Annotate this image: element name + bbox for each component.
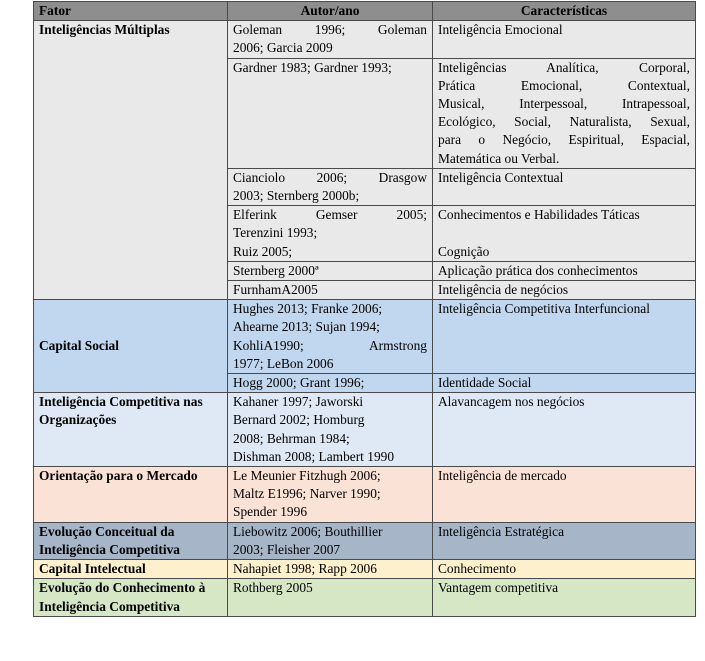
- header-fator: Fator: [34, 2, 228, 21]
- fator-cell: Evolução Conceitual da Inteligência Competitiva: [34, 522, 228, 559]
- caracteristica-cell: Inteligência Emocional: [433, 21, 696, 58]
- caracteristica-cell: Alavancagem nos negócios: [433, 393, 696, 467]
- caracteristica-cell: Conhecimento: [433, 560, 696, 579]
- caracteristica-cell: Identidade Social: [433, 374, 696, 393]
- caracteristica-cell: Inteligência de mercado: [433, 467, 696, 523]
- caracteristica-cell: Inteligência Contextual: [433, 168, 696, 205]
- autor-cell: Hughes 2013; Franke 2006; Ahearne 2013; Sujan 1994; KohliA1990; Armstrong 1977; LeBon 2006: [228, 300, 433, 374]
- caracteristica-cell: Inteligência de negócios: [433, 281, 696, 300]
- autor-cell: Cianciolo 2006; Drasgow 2003; Sternberg 2000b;: [228, 168, 433, 205]
- autor-cell: Sternberg 2000ª: [228, 261, 433, 280]
- autor-cell: Nahapiet 1998; Rapp 2006: [228, 560, 433, 579]
- autor-cell: Kahaner 1997; Jaworski Bernard 2002; Homburg 2008; Behrman 1984; Dishman 2008; Lambert 1990: [228, 393, 433, 467]
- table-container: [33, 1, 696, 617]
- header-row: [34, 2, 696, 21]
- autor-cell: Gardner 1983; Gardner 1993;: [228, 58, 433, 168]
- table-row: [34, 393, 696, 467]
- factors-table: [33, 1, 696, 617]
- autor-cell: Rothberg 2005: [228, 579, 433, 616]
- autor-cell: Liebowitz 2006; Bouthillier 2003; Fleisher 2007: [228, 522, 433, 559]
- fator-cell: Inteligências Múltiplas: [34, 21, 228, 300]
- caracteristica-cell: Vantagem competitiva: [433, 579, 696, 616]
- autor-cell: Le Meunier Fitzhugh 2006; Maltz E1996; Narver 1990; Spender 1996: [228, 467, 433, 523]
- table-row: [34, 522, 696, 559]
- autor-cell: FurnhamA2005: [228, 281, 433, 300]
- header-caracteristicas: Características: [433, 2, 696, 21]
- table-row: [34, 300, 696, 374]
- autor-cell: Hogg 2000; Grant 1996;: [228, 374, 433, 393]
- caracteristica-cell: Conhecimentos e Habilidades Táticas Cognição: [433, 206, 696, 262]
- fator-cell: Capital Social: [34, 300, 228, 393]
- caracteristica-cell: Inteligência Competitiva Interfuncional: [433, 300, 696, 374]
- table-row: [34, 560, 696, 579]
- table-row: [34, 467, 696, 523]
- autor-cell: Elferink Gemser 2005; Terenzini 1993; Ruiz 2005;: [228, 206, 433, 262]
- header-autor: Autor/ano: [228, 2, 433, 21]
- autor-cell: Goleman 1996; Goleman 2006; Garcia 2009: [228, 21, 433, 58]
- table-row: [34, 21, 696, 58]
- caracteristica-cell: Inteligências Analítica, Corporal, Prática Emocional, Contextual, Musical, Interpessoal, Intrapessoal, Ecológico, Social, Naturalista, Sexual, para o Negócio, Espiritual, Espacial, Matemática ou Verbal.: [433, 58, 696, 168]
- table-row: [34, 579, 696, 616]
- fator-cell: Capital Intelectual: [34, 560, 228, 579]
- fator-cell: Orientação para o Mercado: [34, 467, 228, 523]
- caracteristica-cell: Inteligência Estratégica: [433, 522, 696, 559]
- fator-cell: Inteligência Competitiva nas Organizações: [34, 393, 228, 467]
- caracteristica-cell: Aplicação prática dos conhecimentos: [433, 261, 696, 280]
- fator-cell: Evolução do Conhecimento à Inteligência Competitiva: [34, 579, 228, 616]
